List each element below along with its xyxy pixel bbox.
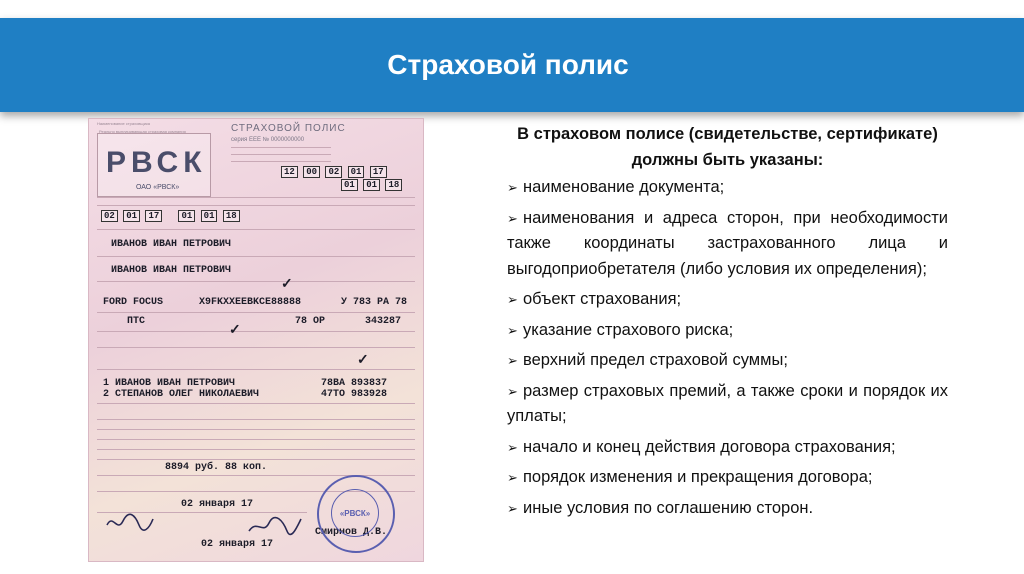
insurant-name: ИВАНОВ ИВАН ПЕТРОВИЧ xyxy=(111,239,232,250)
slide-title: Страховой полис xyxy=(387,49,629,80)
owner-name: ИВАНОВ ИВАН ПЕТРОВИЧ xyxy=(111,265,232,276)
company-name: ОАО «РВСК» xyxy=(136,184,180,191)
list-item: ➢ иные условия по соглашению сторон. xyxy=(507,496,948,522)
company-logo-box xyxy=(97,133,211,197)
driver-license: 47ТО 983928 xyxy=(321,389,388,400)
list-item: ➢ наименование документа; xyxy=(507,175,948,201)
vehicle-doc-number: 343287 xyxy=(365,316,402,327)
vehicle-model: FORD FOCUS xyxy=(103,297,164,308)
driver-row: 2 СТЕПАНОВ ОЛЕГ НИКОЛАЕВИЧ xyxy=(103,389,260,400)
stamp-text: «РВСК» xyxy=(331,489,379,537)
list-item: ➢ порядок изменения и прекращения договора; xyxy=(507,465,948,491)
driver-row: 1 ИВАНОВ ИВАН ПЕТРОВИЧ xyxy=(103,378,236,389)
checkmark-icon: ✓ xyxy=(281,275,293,291)
policy-small-header: Наименование страховщика xyxy=(97,121,151,126)
list-item: ➢ объект страхования; xyxy=(507,287,948,313)
signature-mark xyxy=(105,511,155,535)
company-stamp xyxy=(317,475,395,553)
vehicle-plate: У 783 РА 78 xyxy=(341,297,408,308)
checkmark-icon: ✓ xyxy=(229,321,241,337)
policy-period-start: 12 00 02 01 17 xyxy=(281,167,387,177)
insurance-policy-image xyxy=(88,118,424,562)
vehicle-doc-series: 78 ОР xyxy=(295,316,326,327)
signer-name: Смирнов Д.В. xyxy=(315,527,388,538)
requirements-heading: В страховом полисе (свидетельстве, сертификате) должны быть указаны: xyxy=(517,125,938,169)
list-item: ➢ верхний предел страховой суммы; xyxy=(507,348,948,374)
premium-amount: 8894 руб. 88 коп. xyxy=(165,462,268,473)
list-item: ➢ начало и конец действия договора страхования; xyxy=(507,435,948,461)
sign-date: 02 января 17 xyxy=(181,499,254,510)
list-item: ➢ наименования и адреса сторон, при необходимости также координаты застрахованного лица и выгодоприобретателя (либо условия их определения); xyxy=(507,206,948,283)
use-period: 02 01 17 01 01 18 xyxy=(101,211,240,221)
issue-date: 02 января 17 xyxy=(201,539,274,550)
signature-mark xyxy=(247,515,303,539)
vehicle-doc-type: ПТС xyxy=(127,316,146,327)
company-logo: РВСК xyxy=(106,146,207,179)
list-item: ➢ размер страховых премий, а также сроки и порядок их уплаты; xyxy=(507,379,948,430)
checkmark-icon: ✓ xyxy=(357,351,369,367)
policy-period-end: 01 01 18 xyxy=(341,180,402,190)
requirements-panel xyxy=(507,122,948,526)
slide-title-bar xyxy=(0,18,1024,112)
policy-title: СТРАХОВОЙ ПОЛИС xyxy=(231,123,346,134)
list-item: ➢ указание страхового риска; xyxy=(507,318,948,344)
policy-series: серия ЕЕЕ № 0000000000 xyxy=(231,137,305,143)
policy-company-caption: Реально выплачивающая страховая компания xyxy=(99,129,186,134)
driver-license: 78ВА 893837 xyxy=(321,378,388,389)
vehicle-vin: X9FKXXEEBKCE88888 xyxy=(199,297,302,308)
